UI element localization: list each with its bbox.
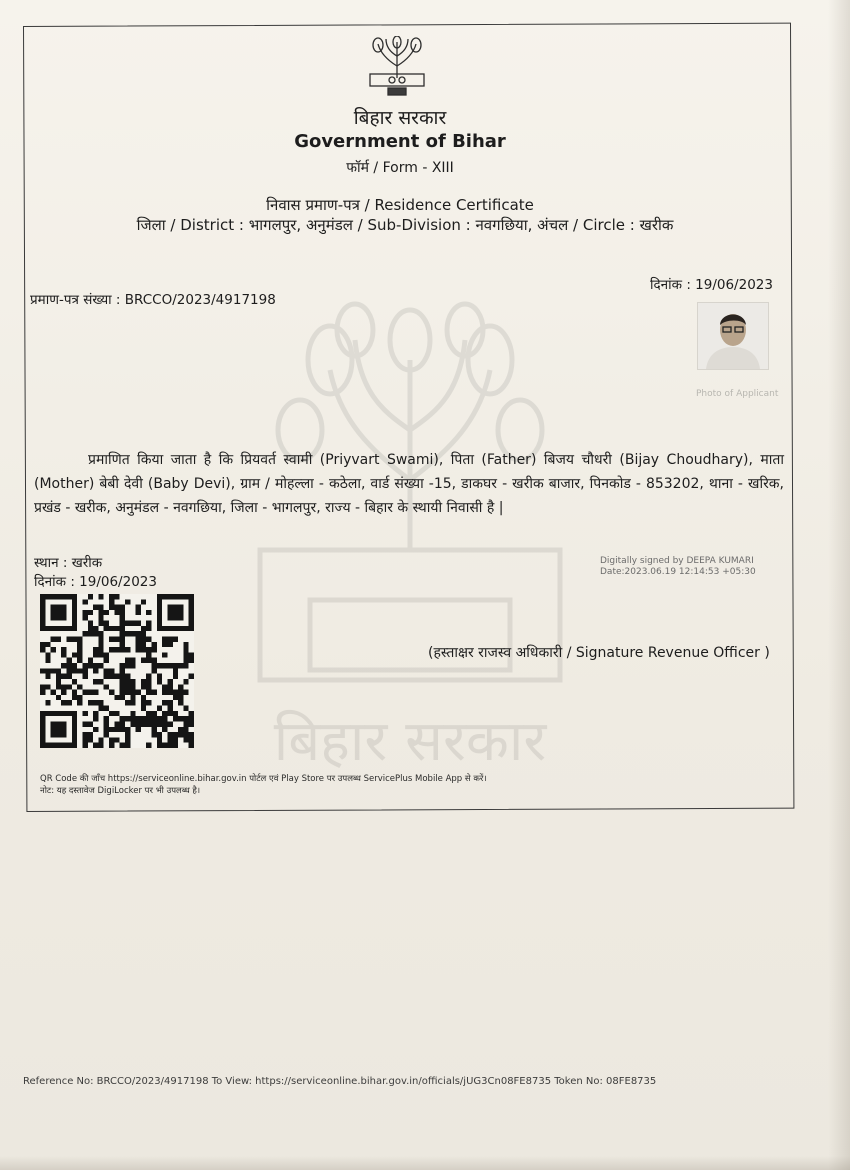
qr-note-line2: नोट: यह दस्तावेज DigiLocker पर भी उपलब्ध है। bbox=[40, 786, 201, 796]
certificate-body bbox=[34, 448, 784, 520]
verification-qr-code bbox=[40, 594, 194, 748]
reference-footer: Reference No: BRCCO/2023/4917198 To View: https://serviceonline.bihar.gov.in/officials/jUG3Cn08FE8735 Token No: 08FE8735 bbox=[23, 1076, 657, 1087]
form-number: फॉर्म / Form - XIII bbox=[346, 160, 454, 176]
certificate-body-text: प्रमाणित किया जाता है कि प्रियवर्त स्वामी (Priyvart Swami), पिता (Father) बिजय चौधरी (Bijay Choudhary), माता (Mother) बेबी देवी (Baby Devi), ग्राम / मोहल्ला - कठेला, वार्ड संख्या -15, डाकघर - खरीक बाजार, पिनकोड - 853202, थाना - खरिक, प्रखंड - खरीक, अनुमंडल - नवगछिया, जिला - भागलपुर, राज्य - बिहार के स्थायी निवासी है | bbox=[34, 452, 784, 516]
district-line: जिला / District : भागलपुर, अनुमंडल / Sub-Division : नवगछिया, अंचल / Circle : खरीक bbox=[136, 216, 674, 234]
certificate-number: प्रमाण-पत्र संख्या : BRCCO/2023/4917198 bbox=[30, 292, 276, 308]
scan-edge-shadow-bottom bbox=[0, 1156, 850, 1170]
digital-signature-signer: Digitally signed by DEEPA KUMARI bbox=[600, 556, 754, 566]
watermark-text: बिहार सरकार bbox=[273, 709, 547, 774]
scan-edge-shadow bbox=[828, 0, 850, 1170]
qr-note bbox=[40, 773, 487, 797]
digital-signature bbox=[600, 556, 756, 578]
issue-date-bottom: दिनांक : 19/06/2023 bbox=[34, 574, 157, 590]
certificate-title: निवास प्रमाण-पत्र / Residence Certificate bbox=[266, 196, 534, 214]
signature-label: (हस्ताक्षर राजस्व अधिकारी / Signature Revenue Officer ) bbox=[428, 645, 770, 661]
digital-signature-date: Date:2023.06.19 12:14:53 +05:30 bbox=[600, 567, 756, 577]
qr-note-line1: QR Code की जाँच https://serviceonline.bihar.gov.in पोर्टल एवं Play Store पर उपलब्ध ServicePlus Mobile App से करें। bbox=[40, 774, 487, 784]
person-photo-icon bbox=[698, 303, 768, 369]
applicant-photo bbox=[697, 302, 769, 370]
header-title-hindi: बिहार सरकार bbox=[353, 107, 447, 129]
photo-caption: Photo of Applicant bbox=[696, 389, 779, 399]
place: स्थान : खरीक bbox=[34, 555, 103, 571]
issue-date-top: दिनांक : 19/06/2023 bbox=[650, 277, 773, 293]
header-title-english: Government of Bihar bbox=[294, 131, 506, 152]
bihar-emblem-icon bbox=[362, 36, 432, 102]
